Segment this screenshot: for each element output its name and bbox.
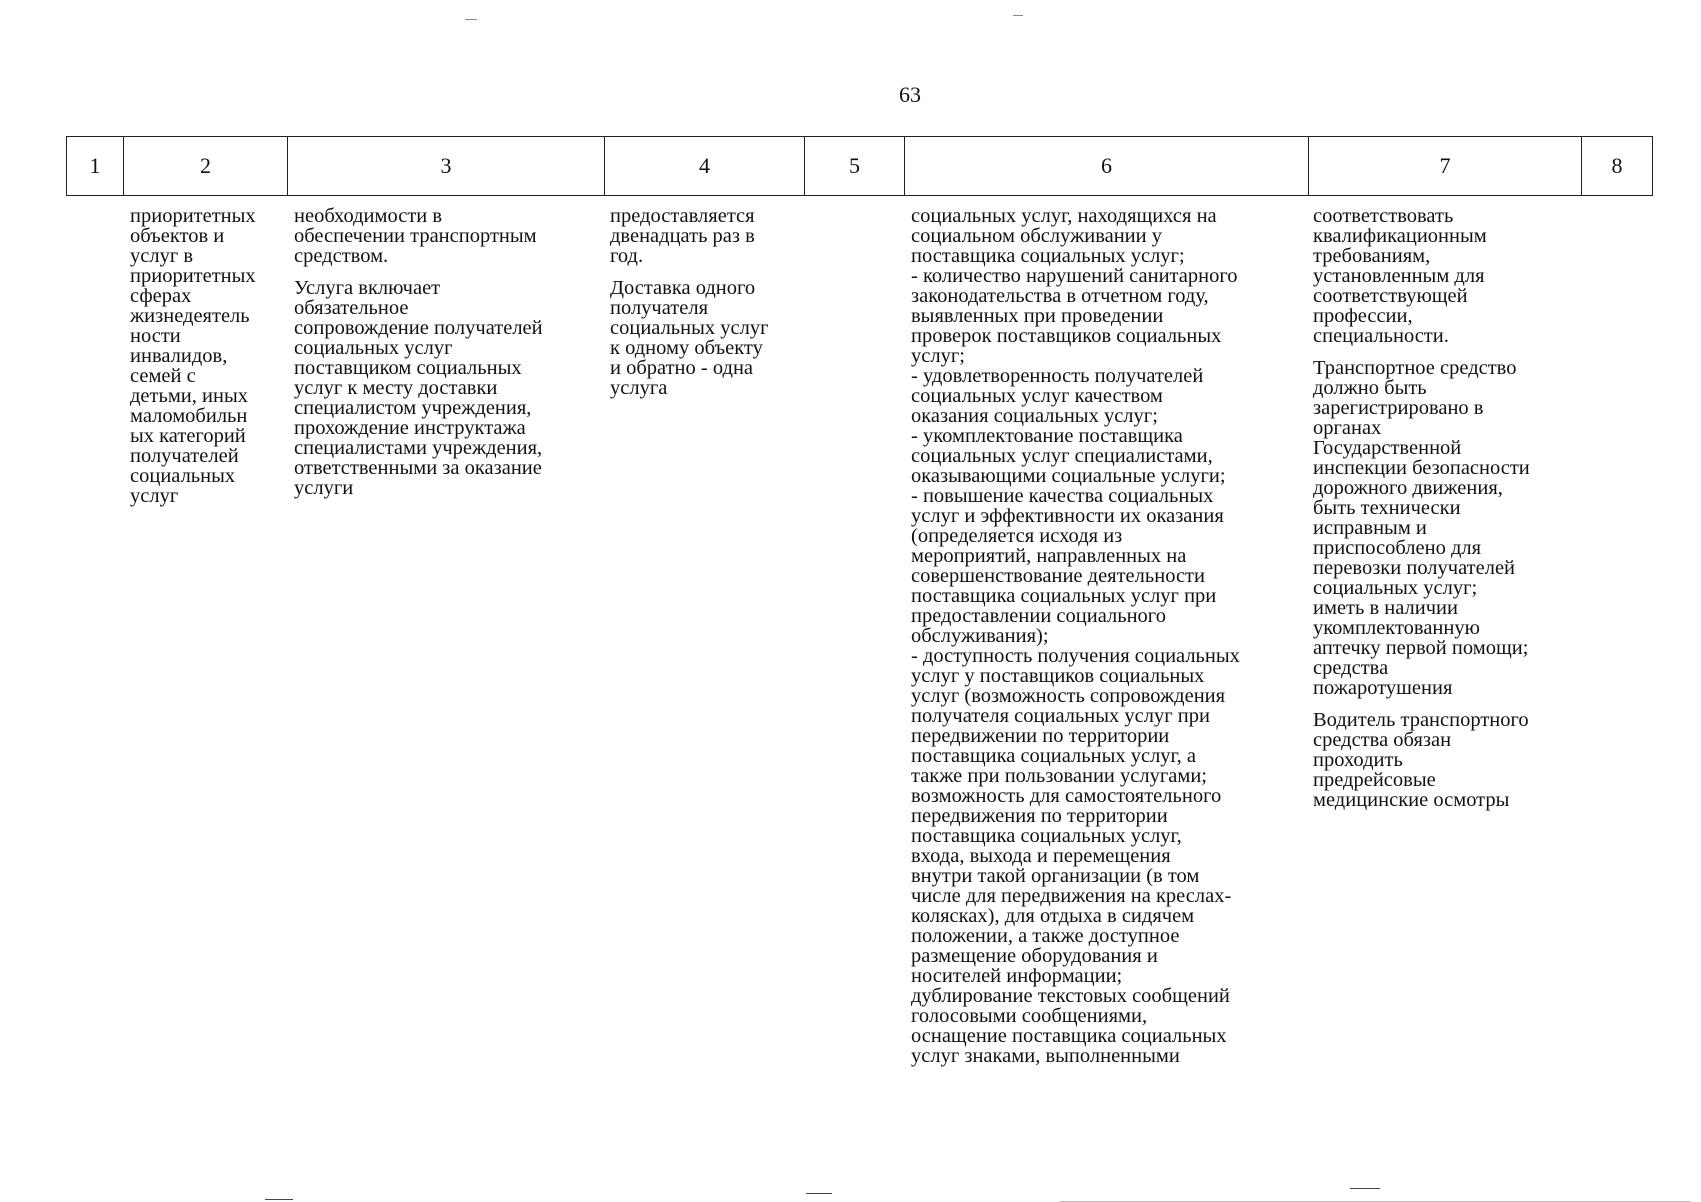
column-4-cell xyxy=(610,206,805,410)
column-6-paragraph-1: социальных услуг, находящихся на социальном обслуживании у поставщика социальных услуг; - количество нарушений санитарного законодательства в отчетном году, выявленных при проведении проверок поставщиков социальных услуг; - удовлетворенность получателей социальных услуг качеством оказания социальных услуг; - укомплектование поставщика социальных услуг специалистами, оказывающими социальные услуги; - повышение качества социальных услуг и эффективности их оказания (определяется исходя из мероприятий, направленных на совершенствование деятельности поставщика социальных услуг при предоставлении социального обслуживания); - доступность получения социальных услуг у поставщиков социальных услуг (возможность сопровождения получателя социальных услуг при передвижении по территории поставщика социальных услуг, а также при пользовании услугами; возможность для самостоятельного передвижения по территории поставщика социальных услуг, входа, выхода и перемещения внутри такой организации (в том числе для передвижения на креслах- колясках), для отдыха в сидячем положении, а также доступное размещение оборудования и носителей информации; дублирование текстовых сообщений голосовыми сообщениями, оснащение поставщика социальных услуг знаками, выполненными xyxy=(911,205,1240,1067)
column-4-paragraph-1: предоставляется двенадцать раз в год. xyxy=(610,205,755,267)
scan-artifact xyxy=(1013,15,1023,16)
column-4-paragraph-2: Доставка одного получателя социальных услуг к одному объекту и обратно - одна услуга xyxy=(610,277,769,399)
column-3-paragraph-2: Услуга включает обязательное сопровождение получателей социальных услуг поставщиком социальных услуг к месту доставки специалистом учреждения, прохождение инструктажа специалистами учреждения, ответственными за оказание услуги xyxy=(294,277,543,499)
column-7-paragraph-1: соответствовать квалификационным требованиям, установленным для соответствующей профессии, специальности. xyxy=(1313,205,1487,347)
header-cell-4: 4 xyxy=(605,137,805,195)
column-6-cell xyxy=(911,206,1311,1066)
column-7-paragraph-2: Транспортное средство должно быть зарегистрировано в органах Государственной инспекции безопасности дорожного движения, быть технически исправным и приспособлено для перевозки получателей социальных услуг; иметь в наличии укомплектованную аптечку первой помощи; средства пожаротушения xyxy=(1313,357,1530,699)
column-2-paragraph-1: приоритетных объектов и услуг в приоритетных сферах жизнедеятель ности инвалидов, семей с детьми, иных маломобильн ых категорий получателей социальных услуг xyxy=(130,205,256,507)
column-7-paragraph-3: Водитель транспортного средства обязан проходить предрейсовые медицинские осмотры xyxy=(1313,709,1529,811)
header-cell-2: 2 xyxy=(124,137,288,195)
column-3-paragraph-1: необходимости в обеспечении транспортным средством. xyxy=(294,205,537,267)
scan-artifact xyxy=(806,1193,832,1194)
page-number: 63 xyxy=(899,82,921,107)
header-cell-1: 1 xyxy=(67,137,124,195)
column-3-cell xyxy=(294,206,604,510)
header-cell-6: 6 xyxy=(905,137,1309,195)
header-cell-5: 5 xyxy=(805,137,905,195)
column-2-cell xyxy=(130,206,280,518)
header-cell-3: 3 xyxy=(288,137,605,195)
scan-artifact xyxy=(1350,1188,1380,1189)
header-cell-7: 7 xyxy=(1309,137,1582,195)
column-7-cell xyxy=(1313,206,1583,822)
table-header-row xyxy=(66,136,1653,196)
scan-artifact xyxy=(465,19,477,20)
header-cell-8: 8 xyxy=(1611,153,1623,178)
